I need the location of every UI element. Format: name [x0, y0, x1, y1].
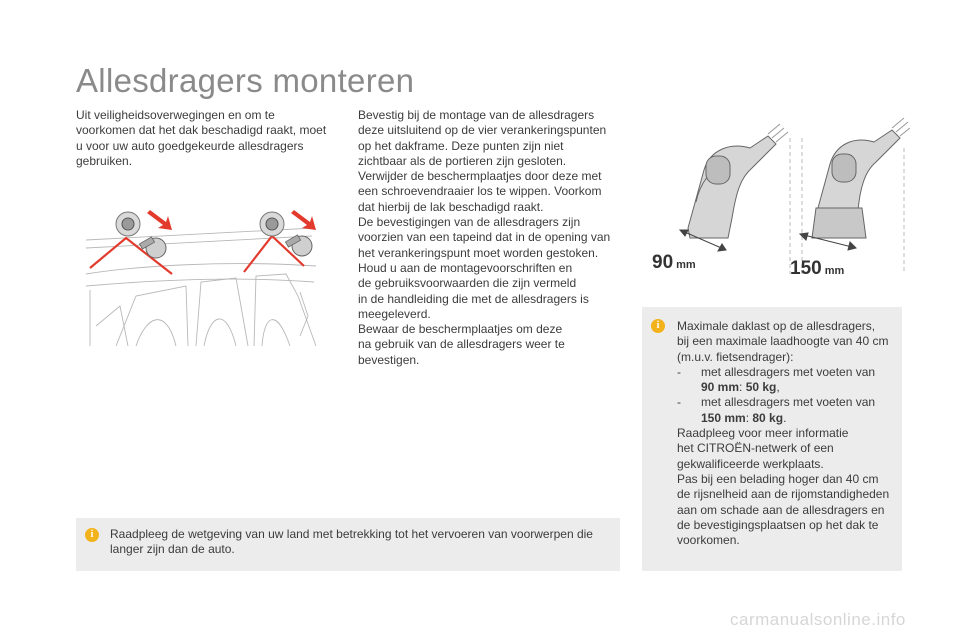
info-icon: i [85, 528, 99, 542]
note-line: gekwalificeerde werkplaats. [677, 456, 824, 471]
note-line: Pas bij een belading hoger dan 40 cm [677, 471, 879, 486]
body-line: in de handleiding die met de allesdragers is [358, 291, 589, 306]
body-line: meegeleverd. [358, 306, 431, 321]
foot-size: 150 mm [701, 410, 746, 425]
body-line: deze uitsluitend op de vier verankeringspunten [358, 123, 607, 138]
legislation-note [76, 518, 620, 571]
intro-line: u voor uw auto goedgekeurde allesdragers [76, 138, 304, 153]
note-line: bij een maximale laadhoogte van 40 cm [677, 334, 889, 349]
note-line: de bevestigingsplaatsen op het dak te [677, 517, 879, 532]
body-line: voorzien van een tapeind dat in de opening van [358, 230, 611, 245]
body-line: dat hierbij de lak beschadigd raakt. [358, 199, 544, 214]
foot-dimension-150 [790, 258, 844, 280]
info-icon: i [651, 319, 665, 333]
load-item-150 [677, 395, 897, 410]
instructions-text [358, 108, 630, 368]
list-dash: - [677, 395, 681, 410]
intro-line: voorkomen dat het dak beschadigd raakt, moet [76, 123, 327, 138]
load-item-90 [677, 365, 897, 380]
car-roof-drawing [76, 196, 324, 346]
legislation-note-text [110, 527, 610, 558]
dimension-value: 150 [790, 258, 822, 279]
max-load-note [642, 307, 902, 571]
load-item-90-value [677, 380, 897, 395]
intro-text [76, 108, 348, 169]
body-line: Bewaar de beschermplaatjes om deze [358, 322, 563, 337]
footer-watermark: carmanualsonline.info [730, 610, 906, 629]
note-line: langer zijn dan de auto. [110, 542, 235, 557]
note-line: Raadpleeg de wetgeving van uw land met betrekking tot het vervoeren van voorwerpen die [110, 527, 593, 541]
intro-line: gebruiken. [76, 153, 133, 168]
body-line: Houd u aan de montagevoorschriften en [358, 260, 573, 275]
dimension-value: 90 [652, 252, 674, 273]
body-line: een schroevendraaier los te wippen. Voorkom [358, 184, 602, 199]
note-line: Raadpleeg voor meer informatie [677, 426, 849, 441]
max-load-value: 50 kg [745, 380, 777, 395]
body-line: De bevestigingen van de allesdragers zijn [358, 215, 581, 230]
foot-size: 90 mm [701, 380, 740, 395]
foot-dimension-90 [652, 252, 696, 274]
load-item-text: met allesdragers met voeten van [701, 395, 876, 410]
body-line: op het dakframe. Deze punten zijn niet [358, 138, 564, 153]
roof-anchor-illustration [76, 196, 324, 346]
red-arrow-icons [147, 210, 316, 230]
note-line: voorkomen. [677, 533, 740, 548]
dimension-unit: mm [824, 265, 845, 277]
max-load-note-text [677, 319, 897, 548]
note-line: aan om schade aan de allesdragers en [677, 502, 885, 517]
list-dash: - [677, 364, 681, 379]
body-line: na gebruik van de allesdragers weer te [358, 337, 565, 352]
intro-line: Uit veiligheidsoverwegingen en om te [76, 108, 275, 122]
body-line: zichtbaar als de portieren zijn gesloten. [358, 153, 567, 168]
roof-bar-feet-illustration [640, 98, 910, 288]
value-end: . [783, 410, 787, 425]
note-line: (m.u.v. fietsendrager): [677, 349, 794, 364]
body-line: bevestigen. [358, 352, 420, 367]
body-line: de gebruiksvoorwaarden die zijn vermeld [358, 276, 577, 291]
note-line: de rijsnelheid aan de rijomstandigheden [677, 487, 890, 502]
page-title: Allesdragers monteren [76, 62, 415, 99]
value-separator: : [739, 380, 746, 395]
note-line: Maximale daklast op de allesdragers, [677, 319, 876, 333]
note-line: het CITROËN-netwerk of een [677, 441, 834, 456]
max-load-value: 80 kg [752, 410, 784, 425]
body-line: Bevestig bij de montage van de allesdragers [358, 108, 595, 122]
dimension-unit: mm [676, 259, 696, 271]
load-item-150-value [677, 411, 897, 426]
load-item-text: met allesdragers met voeten van [701, 364, 876, 379]
body-line: het verankeringspunt moet worden gestoken. [358, 245, 599, 260]
value-end: , [776, 380, 780, 395]
value-separator: : [745, 410, 753, 425]
body-line: Verwijder de beschermplaatjes door deze met [358, 169, 602, 184]
